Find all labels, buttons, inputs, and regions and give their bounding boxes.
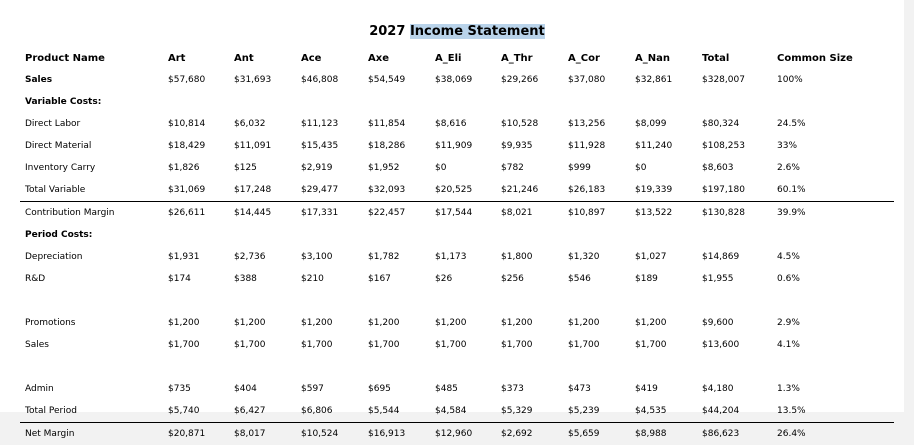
row-label: Contribution Margin	[20, 202, 163, 225]
row-label: Sales	[20, 334, 163, 356]
cell: $57,680	[163, 69, 229, 91]
cell: 13.5%	[772, 400, 894, 423]
cell: $1,700	[563, 334, 630, 356]
row-inventory-carry	[20, 157, 894, 179]
cell: 2.9%	[772, 312, 894, 334]
cell: $32,861	[630, 69, 697, 91]
cell: $46,808	[296, 69, 363, 91]
row-direct-material	[20, 135, 894, 157]
cell: $11,091	[229, 135, 296, 157]
cell: $19,339	[630, 179, 697, 202]
cell: $8,988	[630, 423, 697, 445]
column-header: Total	[697, 47, 772, 69]
row-admin	[20, 378, 894, 400]
cell: $419	[630, 378, 697, 400]
cell: $2,736	[229, 246, 296, 268]
cell: $2,692	[496, 423, 563, 445]
cell: $1,800	[496, 246, 563, 268]
cell: $1,700	[163, 334, 229, 356]
cell: $1,700	[496, 334, 563, 356]
cell: $1,700	[363, 334, 430, 356]
cell: $4,180	[697, 378, 772, 400]
cell: $4,584	[430, 400, 496, 423]
cell: $6,806	[296, 400, 363, 423]
cell: $11,928	[563, 135, 630, 157]
cell: $17,331	[296, 202, 363, 225]
column-header: A_Cor	[563, 47, 630, 69]
row-sales-cost	[20, 334, 894, 356]
row-total-period	[20, 400, 894, 423]
cell: $210	[296, 268, 363, 290]
cell: $8,017	[229, 423, 296, 445]
cell: $13,600	[697, 334, 772, 356]
cell: $12,960	[430, 423, 496, 445]
row-label: Depreciation	[20, 246, 163, 268]
cell: $1,782	[363, 246, 430, 268]
cell: $597	[296, 378, 363, 400]
cell: 4.1%	[772, 334, 894, 356]
spacer-row	[20, 356, 894, 378]
cell: $32,093	[363, 179, 430, 202]
header-row	[20, 47, 894, 69]
cell: 0.6%	[772, 268, 894, 290]
income-statement-table	[20, 47, 894, 445]
column-header: A_Nan	[630, 47, 697, 69]
cell: $14,869	[697, 246, 772, 268]
cell: $1,200	[563, 312, 630, 334]
cell: $9,935	[496, 135, 563, 157]
cell: $1,200	[363, 312, 430, 334]
cell: $11,909	[430, 135, 496, 157]
cell: $485	[430, 378, 496, 400]
cell: $174	[163, 268, 229, 290]
cell: 24.5%	[772, 113, 894, 135]
row-label: Net Margin	[20, 423, 163, 445]
row-total-variable	[20, 179, 894, 202]
cell: $14,445	[229, 202, 296, 225]
cell: $8,603	[697, 157, 772, 179]
cell: $1,931	[163, 246, 229, 268]
cell: $1,200	[296, 312, 363, 334]
cell: $197,180	[697, 179, 772, 202]
cell: $37,080	[563, 69, 630, 91]
cell: $167	[363, 268, 430, 290]
row-label: Admin	[20, 378, 163, 400]
cell: $5,544	[363, 400, 430, 423]
cell: $18,286	[363, 135, 430, 157]
cell: $2,919	[296, 157, 363, 179]
cell: $29,477	[296, 179, 363, 202]
cell: $15,435	[296, 135, 363, 157]
cell: $6,032	[229, 113, 296, 135]
row-label: Sales	[20, 69, 163, 91]
cell: $11,123	[296, 113, 363, 135]
cell: $6,427	[229, 400, 296, 423]
cell: $31,069	[163, 179, 229, 202]
cell: $26,183	[563, 179, 630, 202]
cell: $3,100	[296, 246, 363, 268]
cell: $26	[430, 268, 496, 290]
cell: $1,700	[430, 334, 496, 356]
cell: $5,659	[563, 423, 630, 445]
cell: $1,700	[296, 334, 363, 356]
cell: $10,897	[563, 202, 630, 225]
cell: $735	[163, 378, 229, 400]
cell: $21,246	[496, 179, 563, 202]
row-contribution-margin	[20, 202, 894, 225]
cell: $86,623	[697, 423, 772, 445]
cell: $695	[363, 378, 430, 400]
cell: $11,240	[630, 135, 697, 157]
cell: $1,700	[229, 334, 296, 356]
cell: $999	[563, 157, 630, 179]
cell: $80,324	[697, 113, 772, 135]
cell: $16,913	[363, 423, 430, 445]
cell: $5,740	[163, 400, 229, 423]
cell: $328,007	[697, 69, 772, 91]
cell: $130,828	[697, 202, 772, 225]
cell: $26,611	[163, 202, 229, 225]
row-label: Direct Labor	[20, 113, 163, 135]
cell: $404	[229, 378, 296, 400]
cell: $1,200	[229, 312, 296, 334]
cell: 26.4%	[772, 423, 894, 445]
row-label: Promotions	[20, 312, 163, 334]
cell: $189	[630, 268, 697, 290]
cell: $8,021	[496, 202, 563, 225]
column-header: Ant	[229, 47, 296, 69]
cell: $0	[630, 157, 697, 179]
page-title	[0, 24, 914, 40]
cell: $20,871	[163, 423, 229, 445]
cell: $473	[563, 378, 630, 400]
row-rnd	[20, 268, 894, 290]
cell: $11,854	[363, 113, 430, 135]
cell: $22,457	[363, 202, 430, 225]
cell: $1,200	[163, 312, 229, 334]
cell: $256	[496, 268, 563, 290]
column-header: Common Size	[772, 47, 894, 69]
row-label: Direct Material	[20, 135, 163, 157]
cell: $13,256	[563, 113, 630, 135]
cell: $373	[496, 378, 563, 400]
cell: $31,693	[229, 69, 296, 91]
row-sales	[20, 69, 894, 91]
cell: 100%	[772, 69, 894, 91]
cell: 4.5%	[772, 246, 894, 268]
cell: $1,200	[496, 312, 563, 334]
cell: $17,544	[430, 202, 496, 225]
column-header: A_Thr	[496, 47, 563, 69]
cell: $546	[563, 268, 630, 290]
cell: 39.9%	[772, 202, 894, 225]
cell: $1,027	[630, 246, 697, 268]
cell: $8,099	[630, 113, 697, 135]
cell: $1,320	[563, 246, 630, 268]
cell: 60.1%	[772, 179, 894, 202]
cell: $1,952	[363, 157, 430, 179]
column-header: A_Eli	[430, 47, 496, 69]
cell: $1,200	[430, 312, 496, 334]
row-net-margin	[20, 423, 894, 445]
row-label: Inventory Carry	[20, 157, 163, 179]
cell: $44,204	[697, 400, 772, 423]
row-label: Total Period	[20, 400, 163, 423]
cell: $1,700	[630, 334, 697, 356]
cell: $8,616	[430, 113, 496, 135]
cell: $5,239	[563, 400, 630, 423]
cell: $10,524	[296, 423, 363, 445]
cell: $10,814	[163, 113, 229, 135]
cell: $388	[229, 268, 296, 290]
cell: $20,525	[430, 179, 496, 202]
cell: $9,600	[697, 312, 772, 334]
cell: $10,528	[496, 113, 563, 135]
column-header: Axe	[363, 47, 430, 69]
column-header: Art	[163, 47, 229, 69]
section-variable-costs	[20, 91, 894, 113]
cell: $4,535	[630, 400, 697, 423]
cell: $29,266	[496, 69, 563, 91]
cell: $17,248	[229, 179, 296, 202]
cell: $1,200	[630, 312, 697, 334]
cell: $1,173	[430, 246, 496, 268]
section-period-costs	[20, 224, 894, 246]
cell: 2.6%	[772, 157, 894, 179]
title-year: 2027	[369, 24, 405, 39]
spacer-row	[20, 290, 894, 312]
row-depreciation	[20, 246, 894, 268]
empty-cell	[20, 290, 894, 312]
row-direct-labor	[20, 113, 894, 135]
empty-cell	[20, 356, 894, 378]
row-promotions	[20, 312, 894, 334]
column-header: Ace	[296, 47, 363, 69]
section-label: Variable Costs:	[20, 91, 894, 113]
cell: $18,429	[163, 135, 229, 157]
title-highlighted-text[interactable]: Income Statement	[410, 24, 545, 39]
cell: $5,329	[496, 400, 563, 423]
row-label: R&D	[20, 268, 163, 290]
section-label: Period Costs:	[20, 224, 894, 246]
cell: $782	[496, 157, 563, 179]
cell: $13,522	[630, 202, 697, 225]
cell: $1,826	[163, 157, 229, 179]
cell: 33%	[772, 135, 894, 157]
column-header: Product Name	[20, 47, 163, 69]
cell: $0	[430, 157, 496, 179]
cell: $108,253	[697, 135, 772, 157]
cell: $1,955	[697, 268, 772, 290]
cell: 1.3%	[772, 378, 894, 400]
row-label: Total Variable	[20, 179, 163, 202]
cell: $54,549	[363, 69, 430, 91]
cell: $125	[229, 157, 296, 179]
cell: $38,069	[430, 69, 496, 91]
